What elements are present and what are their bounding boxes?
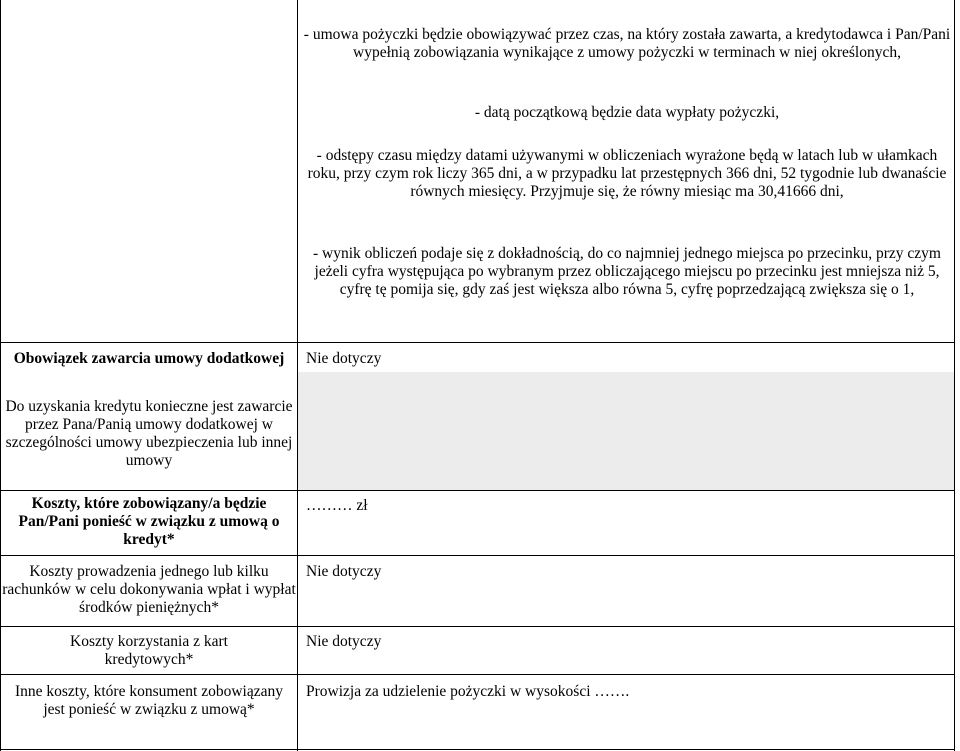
row-divider	[0, 674, 955, 675]
row-value-card-costs: Nie dotyczy	[306, 633, 382, 650]
table-border-middle	[297, 0, 298, 751]
row-value-other-costs: Prowizja za udzielenie pożyczki w wysokości …….	[306, 683, 630, 700]
paragraph-rounding: - wynik obliczeń podaje się z dokładnością, do co najmniej jednego miejsca po przecinku, przy czym jeżeli cyfra występująca po wybranym przez obliczającego miejscu po przecinku jest mniejsza niż 5, cyfrę tę pomija się, gdy zaś jest większa albo równa 5, cyfrę poprzedzającą zwiększa się o 1,	[313, 245, 941, 298]
row-title-additional-agreement: Obowiązek zawarcia umowy dodatkowej	[13, 350, 285, 367]
row-description-additional-agreement: Do uzyskania kredytu konieczne jest zawarcie przez Pana/Panią umowy dodatkowej w szczególności umowy ubezpieczenia lub innej umowy	[5, 398, 293, 469]
row-divider	[0, 749, 955, 750]
table-border-left	[0, 0, 1, 751]
row-value-account-costs: Nie dotyczy	[306, 563, 382, 580]
paragraph-start-date: - datą początkową będzie data wypłaty pożyczki,	[474, 104, 780, 121]
row-divider	[0, 626, 955, 627]
row-divider	[0, 490, 955, 491]
row-divider	[0, 555, 955, 556]
row-value-additional-agreement: Nie dotyczy	[306, 350, 382, 367]
row-title-credit-costs: Koszty, które zobowiązany/a będzie Pan/Pani ponieść w związku z umową o kredyt*	[18, 495, 280, 548]
paragraph-loan-duration: - umowa pożyczki będzie obowiązywać przez czas, na który została zawarta, a kredytodawca i Pan/Pani wypełnią zobowiązania wynikające z umowy pożyczki w terminach w niej określonych,	[303, 26, 951, 61]
shaded-cell	[298, 372, 954, 490]
row-value-credit-costs: ……… zł	[306, 497, 368, 514]
row-label-card-costs: Koszty korzystania z kart kredytowych*	[70, 633, 228, 668]
row-label-other-costs: Inne koszty, które konsument zobowiązany jest ponieść w związku z umową*	[14, 683, 284, 718]
row-divider	[0, 342, 955, 343]
row-label-account-costs: Koszty prowadzenia jednego lub kilku rachunków w celu dokonywania wpłat i wypłat środków pieniężnych*	[2, 563, 296, 616]
paragraph-time-intervals: - odstępy czasu między datami używanymi w obliczeniach wyrażone będą w latach lub w ułamkach roku, przy czym rok liczy 365 dni, a w przypadku lat przestępnych 366 dni, 52 tygodnie lub dwanaście równych miesięcy. Przyjmuje się, że równy miesiąc ma 30,41666 dni,	[307, 147, 947, 200]
table-border-right	[954, 0, 955, 751]
